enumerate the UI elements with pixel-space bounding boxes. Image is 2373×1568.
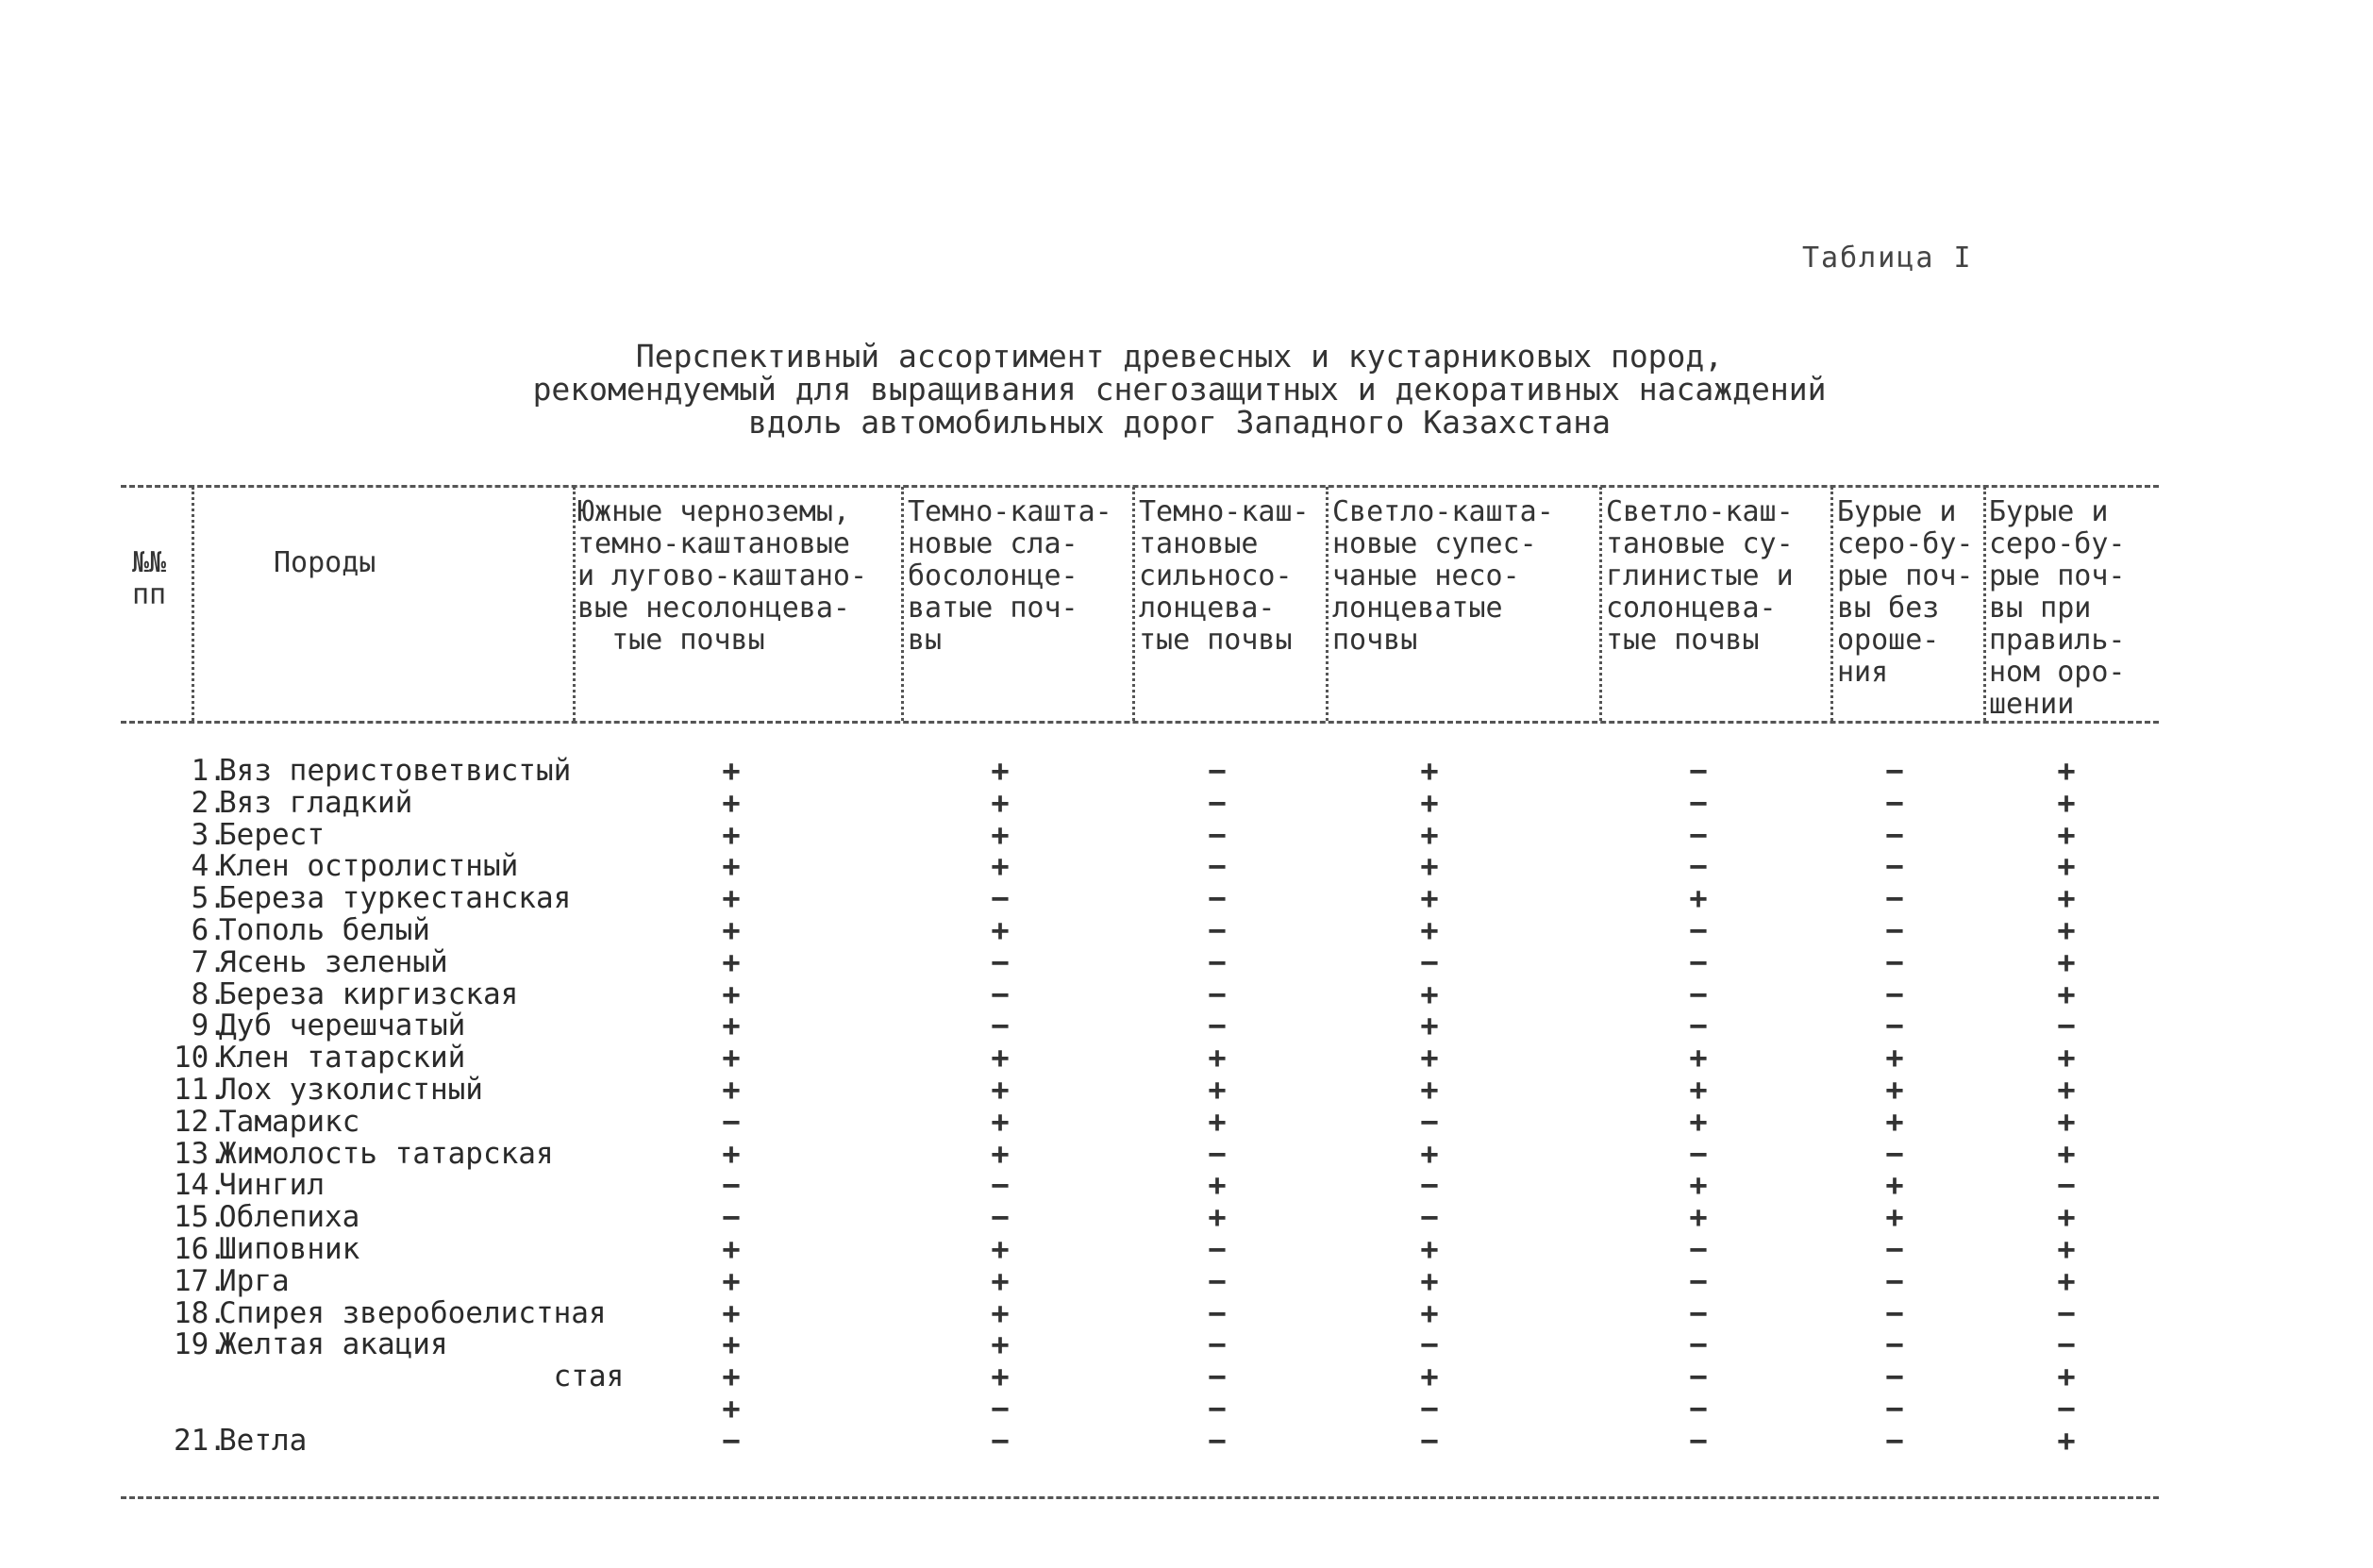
suitability-mark: + [991,848,1010,885]
suitability-mark: + [722,784,741,821]
suitability-mark: + [1420,880,1439,917]
suitability-mark: − [1689,848,1708,885]
suitability-mark: − [1208,1262,1227,1299]
column-divider [1599,487,1602,721]
header-soil-5: Светло-каш- тановые су- глинистые и солонцева- тые почвы [1606,495,1794,657]
suitability-mark: + [1689,1103,1708,1140]
suitability-mark: − [1689,784,1708,821]
row-number: 12. [174,1104,226,1139]
row-number: 15. [174,1200,226,1235]
suitability-mark: + [2057,784,2076,821]
breed-name: Облепиха [219,1200,360,1235]
breed-name: стая [219,1359,625,1394]
suitability-mark: + [2057,1262,2076,1299]
suitability-mark: − [1208,816,1227,853]
breed-name: Лох узколистный [219,1073,483,1107]
suitability-mark: + [2057,848,2076,885]
suitability-mark: + [1420,1008,1439,1044]
suitability-mark: − [722,1422,741,1459]
breed-name: Ветла [219,1423,308,1458]
suitability-mark: − [991,1167,1010,1204]
suitability-mark: + [1689,1167,1708,1204]
suitability-mark: − [1208,848,1227,885]
row-number: 21. [174,1423,226,1458]
suitability-mark: + [1420,1040,1439,1076]
suitability-mark: + [1420,1072,1439,1108]
suitability-mark: + [722,753,741,789]
suitability-mark: − [1689,1294,1708,1331]
suitability-mark: + [991,1231,1010,1267]
suitability-mark: − [991,1008,1010,1044]
suitability-mark: + [991,1294,1010,1331]
breed-name: Клен остролистный [219,849,519,884]
suitability-mark: + [991,1103,1010,1140]
suitability-mark: − [1689,1359,1708,1395]
breed-name: Вяз гладкий [219,785,413,820]
suitability-mark: − [2057,1391,2076,1426]
suitability-mark: + [722,1040,741,1076]
suitability-mark: − [1689,753,1708,789]
table-row [0,1135,2264,1172]
table-row [0,1360,2264,1393]
header-num: №№ пп [132,546,167,611]
suitability-mark: + [722,943,741,980]
suitability-mark: + [722,1326,741,1363]
suitability-mark: + [991,912,1010,948]
suitability-mark: − [1689,1008,1708,1044]
table-row [0,1167,2264,1204]
suitability-mark: − [1885,1262,1904,1299]
suitability-mark: − [991,880,1010,917]
table-row [0,1009,2264,1042]
suitability-mark: + [2057,976,2076,1012]
suitability-mark: + [722,1391,741,1426]
row-number: 13. [174,1136,226,1171]
suitability-mark: − [1208,976,1227,1012]
row-number: 2. [191,785,226,820]
breed-name: Спирея зверобоелистная [219,1295,607,1330]
suitability-mark: − [1689,1262,1708,1299]
suitability-mark: + [722,880,741,917]
suitability-mark: + [722,1231,741,1267]
suitability-mark: + [1885,1072,1904,1108]
suitability-mark: + [722,1359,741,1395]
suitability-mark: − [1689,976,1708,1012]
suitability-mark: + [1208,1072,1227,1108]
suitability-mark: + [1689,1072,1708,1108]
breed-name: Клен татарский [219,1041,466,1076]
suitability-mark: − [1689,816,1708,853]
suitability-mark: − [1208,1231,1227,1267]
suitability-mark: + [1420,912,1439,948]
suitability-mark: − [1689,943,1708,980]
suitability-mark: + [991,816,1010,853]
suitability-mark: − [1885,1231,1904,1267]
suitability-mark: + [2057,1422,2076,1459]
row-number: 1. [191,754,226,788]
suitability-mark: − [991,1422,1010,1459]
table-row [0,1422,2264,1459]
table-row [0,1199,2264,1236]
header-top-rule [121,485,2159,488]
suitability-mark: + [1420,784,1439,821]
suitability-mark: + [2057,816,2076,853]
suitability-mark: + [722,1008,741,1044]
breed-name: Дуб черешчатый [219,1009,466,1043]
suitability-mark: − [1689,1422,1708,1459]
suitability-mark: + [722,1294,741,1331]
suitability-mark: + [1689,880,1708,917]
suitability-mark: − [1689,1231,1708,1267]
suitability-mark: − [2057,1326,2076,1363]
suitability-mark: − [1885,784,1904,821]
suitability-mark: + [1208,1199,1227,1236]
table-row [0,1393,2264,1425]
column-divider [1983,487,1986,721]
header-soil-1: Южные черноземы, темно-каштановые и лугово-каштано- вые несолонцева- тые почвы [577,495,868,657]
suitability-mark: + [2057,1231,2076,1267]
table-label: Таблица I [1802,242,1973,275]
suitability-mark: + [991,1072,1010,1108]
suitability-mark: + [722,912,741,948]
suitability-mark: + [991,1135,1010,1172]
suitability-mark: − [1208,1422,1227,1459]
suitability-mark: + [2057,1040,2076,1076]
suitability-mark: + [1420,816,1439,853]
header-bottom-rule [121,721,2159,724]
column-divider [1326,487,1329,721]
header-soil-6: Бурые и серо-бу- рые поч- вы без ороше- ния [1837,495,1974,689]
suitability-mark: − [1885,1391,1904,1426]
row-number: 4. [191,849,226,884]
suitability-mark: + [1885,1103,1904,1140]
suitability-mark: + [1420,1294,1439,1331]
breed-name: Ирга [219,1263,290,1298]
suitability-mark: + [722,848,741,885]
row-number: 7. [191,944,226,979]
suitability-mark: − [1885,848,1904,885]
table-row [0,1326,2264,1363]
header-soil-4: Светло-кашта- новые супес- чаные несо- лонцеватые почвы [1332,495,1554,657]
suitability-mark: + [2057,1135,2076,1172]
suitability-mark: − [1885,1326,1904,1363]
column-divider [1132,487,1135,721]
suitability-mark: − [1208,1326,1227,1363]
row-number: 16. [174,1232,226,1266]
suitability-mark: − [722,1103,741,1140]
suitability-mark: + [2057,880,2076,917]
breed-name: Желтая акация [219,1327,448,1362]
suitability-mark: − [1885,1008,1904,1044]
header-breed: Породы [274,546,376,579]
table-row [0,1233,2264,1265]
suitability-mark: − [1420,1391,1439,1426]
breed-name: Береза туркестанская [219,881,572,916]
suitability-mark: + [1420,1262,1439,1299]
table-row [0,848,2264,885]
table-row [0,943,2264,980]
suitability-mark: − [1885,816,1904,853]
row-number: 18. [174,1295,226,1330]
table-row [0,784,2264,821]
table-row [0,1103,2264,1140]
title-line-1: Перспективный ассортимент древесных и кустарниковых пород, [635,338,1724,375]
suitability-mark: − [1689,1326,1708,1363]
suitability-mark: − [1885,912,1904,948]
suitability-mark: − [1885,753,1904,789]
row-number: 3. [191,817,226,852]
breed-name: Шиповник [219,1232,360,1266]
suitability-mark: − [1885,1294,1904,1331]
table-row [0,1074,2264,1106]
suitability-mark: + [991,1040,1010,1076]
table-row [0,1042,2264,1074]
suitability-mark: + [2057,912,2076,948]
breed-name: Вяз перистоветвистый [219,754,572,788]
suitability-mark: + [722,976,741,1012]
suitability-mark: − [1885,943,1904,980]
suitability-mark: + [1689,1040,1708,1076]
column-divider [573,487,576,721]
row-number: 11. [174,1073,226,1107]
column-divider [901,487,904,721]
suitability-mark: − [1208,912,1227,948]
breed-name: Ясень зеленый [219,944,448,979]
suitability-mark: + [722,1072,741,1108]
suitability-mark: + [1689,1199,1708,1236]
breed-name: Берест [219,817,325,852]
suitability-mark: + [1208,1103,1227,1140]
suitability-mark: − [1208,943,1227,980]
suitability-mark: − [991,943,1010,980]
breed-name: Тамарикс [219,1104,360,1139]
column-divider [192,487,194,721]
suitability-mark: − [1420,1199,1439,1236]
suitability-mark: + [1885,1199,1904,1236]
title-line-2: рекомендуемый для выращивания снегозащитных и декоративных насаждений [532,371,1827,408]
suitability-mark: + [722,1135,741,1172]
title-line-3: вдоль автомобильных дорог Западного Казахстана [748,404,1611,441]
row-number: 14. [174,1168,226,1203]
suitability-mark: − [2057,1294,2076,1331]
suitability-mark: + [2057,1072,2076,1108]
row-number: 19. [174,1327,226,1362]
row-number: 8. [191,976,226,1011]
suitability-mark: − [1208,1294,1227,1331]
suitability-mark: − [1420,1167,1439,1204]
suitability-mark: + [991,753,1010,789]
suitability-mark: − [991,1199,1010,1236]
table-row [0,755,2264,787]
suitability-mark: − [1885,976,1904,1012]
suitability-mark: + [991,1359,1010,1395]
suitability-mark: − [1208,784,1227,821]
suitability-mark: − [1885,1422,1904,1459]
suitability-mark: + [1420,753,1439,789]
suitability-mark: − [2057,1167,2076,1204]
suitability-mark: − [1689,1135,1708,1172]
suitability-mark: − [1885,1359,1904,1395]
row-number: 6. [191,913,226,947]
suitability-mark: − [1885,1135,1904,1172]
suitability-mark: − [1208,1008,1227,1044]
table-title [472,340,1887,439]
row-number: 5. [191,881,226,916]
suitability-mark: + [2057,753,2076,789]
column-divider [1830,487,1833,721]
suitability-mark: − [1885,880,1904,917]
suitability-mark: − [1420,1103,1439,1140]
suitability-mark: − [991,1391,1010,1426]
suitability-mark: + [1420,1359,1439,1395]
suitability-mark: + [991,1326,1010,1363]
suitability-mark: − [2057,1008,2076,1044]
table-row [0,1294,2264,1331]
breed-name: Береза киргизская [219,976,519,1011]
suitability-mark: − [1208,880,1227,917]
suitability-mark: + [1420,1135,1439,1172]
suitability-mark: + [1208,1167,1227,1204]
suitability-mark: + [1420,976,1439,1012]
suitability-mark: − [1420,1422,1439,1459]
table-row [0,978,2264,1010]
suitability-mark: + [2057,1199,2076,1236]
suitability-mark: + [722,1262,741,1299]
suitability-mark: + [2057,943,2076,980]
suitability-mark: − [1208,1359,1227,1395]
header-soil-7: Бурые и серо-бу- рые поч- вы при правиль- ном оро- шении [1989,495,2126,721]
suitability-mark: + [1885,1040,1904,1076]
suitability-mark: + [1208,1040,1227,1076]
row-number: 9. [191,1009,226,1043]
suitability-mark: − [722,1199,741,1236]
suitability-mark: − [1208,1135,1227,1172]
breed-name: Жимолость татарская [219,1136,554,1171]
suitability-mark: − [1420,1326,1439,1363]
suitability-mark: − [722,1167,741,1204]
breed-name: Чингил [219,1168,325,1203]
table-row [0,816,2264,853]
suitability-mark: − [1208,1391,1227,1426]
suitability-mark: + [1420,1231,1439,1267]
row-number: 17. [174,1263,226,1298]
suitability-mark: − [1689,912,1708,948]
header-soil-3: Темно-каш- тановые сильносо- лонцева- тые почвы [1139,495,1310,657]
header-soil-2: Темно-кашта- новые сла- босолонце- ватые поч- вы [908,495,1112,657]
suitability-mark: + [991,784,1010,821]
suitability-mark: − [1420,943,1439,980]
table-row [0,914,2264,946]
suitability-mark: + [722,816,741,853]
breed-name: Тополь белый [219,913,430,947]
suitability-mark: + [1420,848,1439,885]
table-bottom-rule [121,1496,2159,1499]
suitability-mark: + [991,1262,1010,1299]
table-row [0,880,2264,917]
suitability-mark: + [2057,1359,2076,1395]
suitability-mark: − [1689,1391,1708,1426]
table-row [0,1262,2264,1299]
suitability-mark: + [1885,1167,1904,1204]
suitability-mark: − [1208,753,1227,789]
row-number: 10. [174,1041,226,1076]
suitability-mark: − [991,976,1010,1012]
suitability-mark: + [2057,1103,2076,1140]
